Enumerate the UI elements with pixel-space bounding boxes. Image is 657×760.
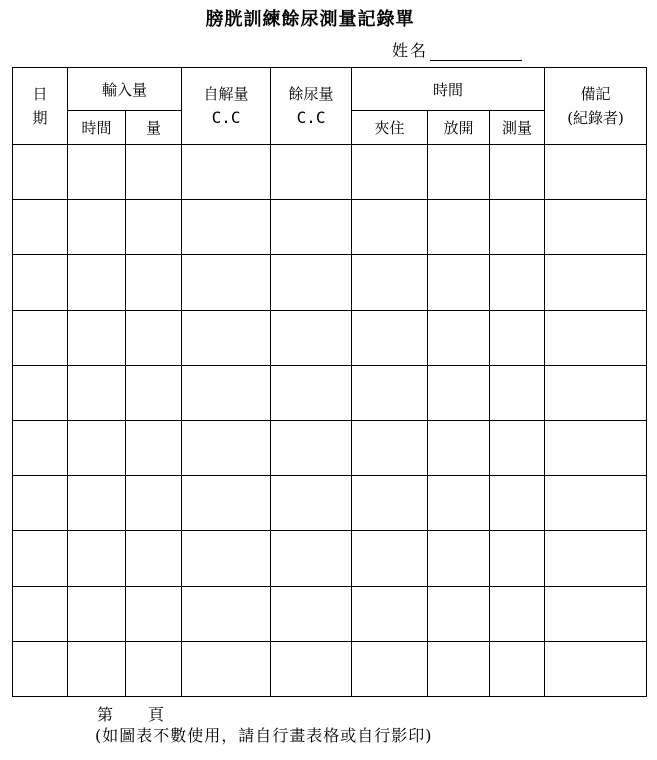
header-release: 放開	[428, 111, 490, 145]
table-row	[13, 586, 647, 641]
header-date-line2: 期	[32, 109, 48, 127]
table-cell[interactable]	[126, 420, 182, 475]
table-cell[interactable]	[182, 255, 271, 310]
table-cell[interactable]	[271, 476, 352, 531]
header-time: 時間	[352, 68, 545, 111]
table-cell[interactable]	[428, 476, 490, 531]
table-cell[interactable]	[428, 365, 490, 420]
table-cell[interactable]	[68, 531, 126, 586]
table-cell[interactable]	[68, 310, 126, 365]
table-cell[interactable]	[545, 310, 647, 365]
table-row	[13, 476, 647, 531]
table-cell[interactable]	[428, 586, 490, 641]
table-cell[interactable]	[182, 200, 271, 255]
name-blank-line[interactable]	[430, 43, 522, 61]
table-cell[interactable]	[126, 641, 182, 696]
table-row	[13, 531, 647, 586]
table-cell[interactable]	[545, 531, 647, 586]
table-cell[interactable]	[13, 255, 68, 310]
table-cell[interactable]	[13, 145, 68, 200]
table-cell[interactable]	[13, 200, 68, 255]
table-cell[interactable]	[182, 476, 271, 531]
table-cell[interactable]	[126, 531, 182, 586]
table-cell[interactable]	[490, 365, 545, 420]
table-cell[interactable]	[545, 200, 647, 255]
page-number	[97, 702, 165, 725]
table-cell[interactable]	[352, 531, 428, 586]
header-clamp: 夾住	[352, 111, 428, 145]
table-cell[interactable]	[352, 476, 428, 531]
table-cell[interactable]	[428, 641, 490, 696]
table-cell[interactable]	[68, 641, 126, 696]
table-cell[interactable]	[428, 200, 490, 255]
table-row	[13, 310, 647, 365]
form-title: 膀胱訓練餘尿測量記錄單	[205, 9, 415, 30]
table-cell[interactable]	[271, 420, 352, 475]
table-cell[interactable]	[428, 255, 490, 310]
table-cell[interactable]	[352, 586, 428, 641]
table-cell[interactable]	[182, 641, 271, 696]
table-cell[interactable]	[13, 310, 68, 365]
table-cell[interactable]	[271, 365, 352, 420]
table-cell[interactable]	[68, 365, 126, 420]
table-cell[interactable]	[182, 310, 271, 365]
table-cell[interactable]	[490, 641, 545, 696]
table-cell[interactable]	[13, 420, 68, 475]
header-void-label: 自解量	[203, 85, 249, 103]
table-cell[interactable]	[490, 531, 545, 586]
name-label: 姓名	[392, 41, 429, 60]
header-residual-label: 餘尿量	[288, 85, 334, 103]
table-cell[interactable]	[68, 420, 126, 475]
header-intake: 輸入量	[68, 68, 182, 111]
table-cell[interactable]	[428, 420, 490, 475]
table-cell[interactable]	[352, 420, 428, 475]
table-row	[13, 420, 647, 475]
record-table	[12, 67, 647, 697]
table-cell[interactable]	[13, 531, 68, 586]
table-row	[13, 365, 647, 420]
table-cell[interactable]	[352, 641, 428, 696]
table-cell[interactable]	[68, 476, 126, 531]
table-cell[interactable]	[490, 310, 545, 365]
header-date	[13, 68, 68, 145]
table-cell[interactable]	[271, 586, 352, 641]
table-cell[interactable]	[428, 310, 490, 365]
table-cell[interactable]	[490, 586, 545, 641]
table-cell[interactable]	[271, 255, 352, 310]
table-cell[interactable]	[352, 365, 428, 420]
table-cell[interactable]	[68, 586, 126, 641]
table-cell[interactable]	[490, 200, 545, 255]
table-cell[interactable]	[545, 586, 647, 641]
table-cell[interactable]	[545, 145, 647, 200]
table-cell[interactable]	[545, 641, 647, 696]
table-cell[interactable]	[126, 586, 182, 641]
table-cell[interactable]	[182, 586, 271, 641]
table-row	[13, 255, 647, 310]
header-measure: 測量	[490, 111, 545, 145]
table-cell[interactable]	[126, 255, 182, 310]
page-prefix: 第	[97, 705, 115, 724]
table-cell[interactable]	[352, 255, 428, 310]
table-cell[interactable]	[428, 145, 490, 200]
table-cell[interactable]	[126, 365, 182, 420]
header-void-unit: C.C	[211, 108, 241, 127]
table-cell[interactable]	[490, 476, 545, 531]
table-cell[interactable]	[428, 531, 490, 586]
page-suffix: 頁	[148, 705, 166, 724]
table-cell[interactable]	[68, 145, 126, 200]
table-cell[interactable]	[271, 200, 352, 255]
name-field	[392, 38, 522, 61]
table-cell[interactable]	[271, 310, 352, 365]
header-date-line1: 日	[32, 85, 48, 103]
table-cell[interactable]	[271, 641, 352, 696]
table-cell[interactable]	[126, 145, 182, 200]
table-body	[13, 145, 647, 697]
table-cell[interactable]	[126, 310, 182, 365]
table-row	[13, 641, 647, 696]
table-cell[interactable]	[545, 476, 647, 531]
table-row	[13, 200, 647, 255]
table-cell[interactable]	[13, 586, 68, 641]
header-remarks-label: 備記	[580, 85, 611, 103]
table-cell[interactable]	[182, 365, 271, 420]
table-cell[interactable]	[352, 145, 428, 200]
table-cell[interactable]	[182, 145, 271, 200]
table-cell[interactable]	[13, 365, 68, 420]
table-cell[interactable]	[545, 420, 647, 475]
table-cell[interactable]	[490, 255, 545, 310]
header-void	[182, 68, 271, 145]
table-cell[interactable]	[490, 420, 545, 475]
header-residual	[271, 68, 352, 145]
header-remarks	[545, 68, 647, 145]
header-intake-time: 時間	[68, 111, 126, 145]
table-cell[interactable]	[13, 641, 68, 696]
table-cell[interactable]	[271, 145, 352, 200]
table-cell[interactable]	[545, 365, 647, 420]
table-cell[interactable]	[182, 531, 271, 586]
table-cell[interactable]	[271, 531, 352, 586]
table-cell[interactable]	[352, 310, 428, 365]
table-cell[interactable]	[13, 476, 68, 531]
table-cell[interactable]	[68, 255, 126, 310]
table-cell[interactable]	[126, 200, 182, 255]
table-cell[interactable]	[68, 200, 126, 255]
table-cell[interactable]	[182, 420, 271, 475]
header-residual-unit: C.C	[296, 108, 326, 127]
table-cell[interactable]	[545, 255, 647, 310]
table-cell[interactable]	[490, 145, 545, 200]
header-intake-amount: 量	[126, 111, 182, 145]
table-row	[13, 145, 647, 200]
table-cell[interactable]	[126, 476, 182, 531]
footer-note: (如圖表不數使用，請自行畫表格或自行影印)	[95, 726, 433, 745]
table-cell[interactable]	[352, 200, 428, 255]
header-recorder: (紀錄者)	[567, 109, 624, 127]
